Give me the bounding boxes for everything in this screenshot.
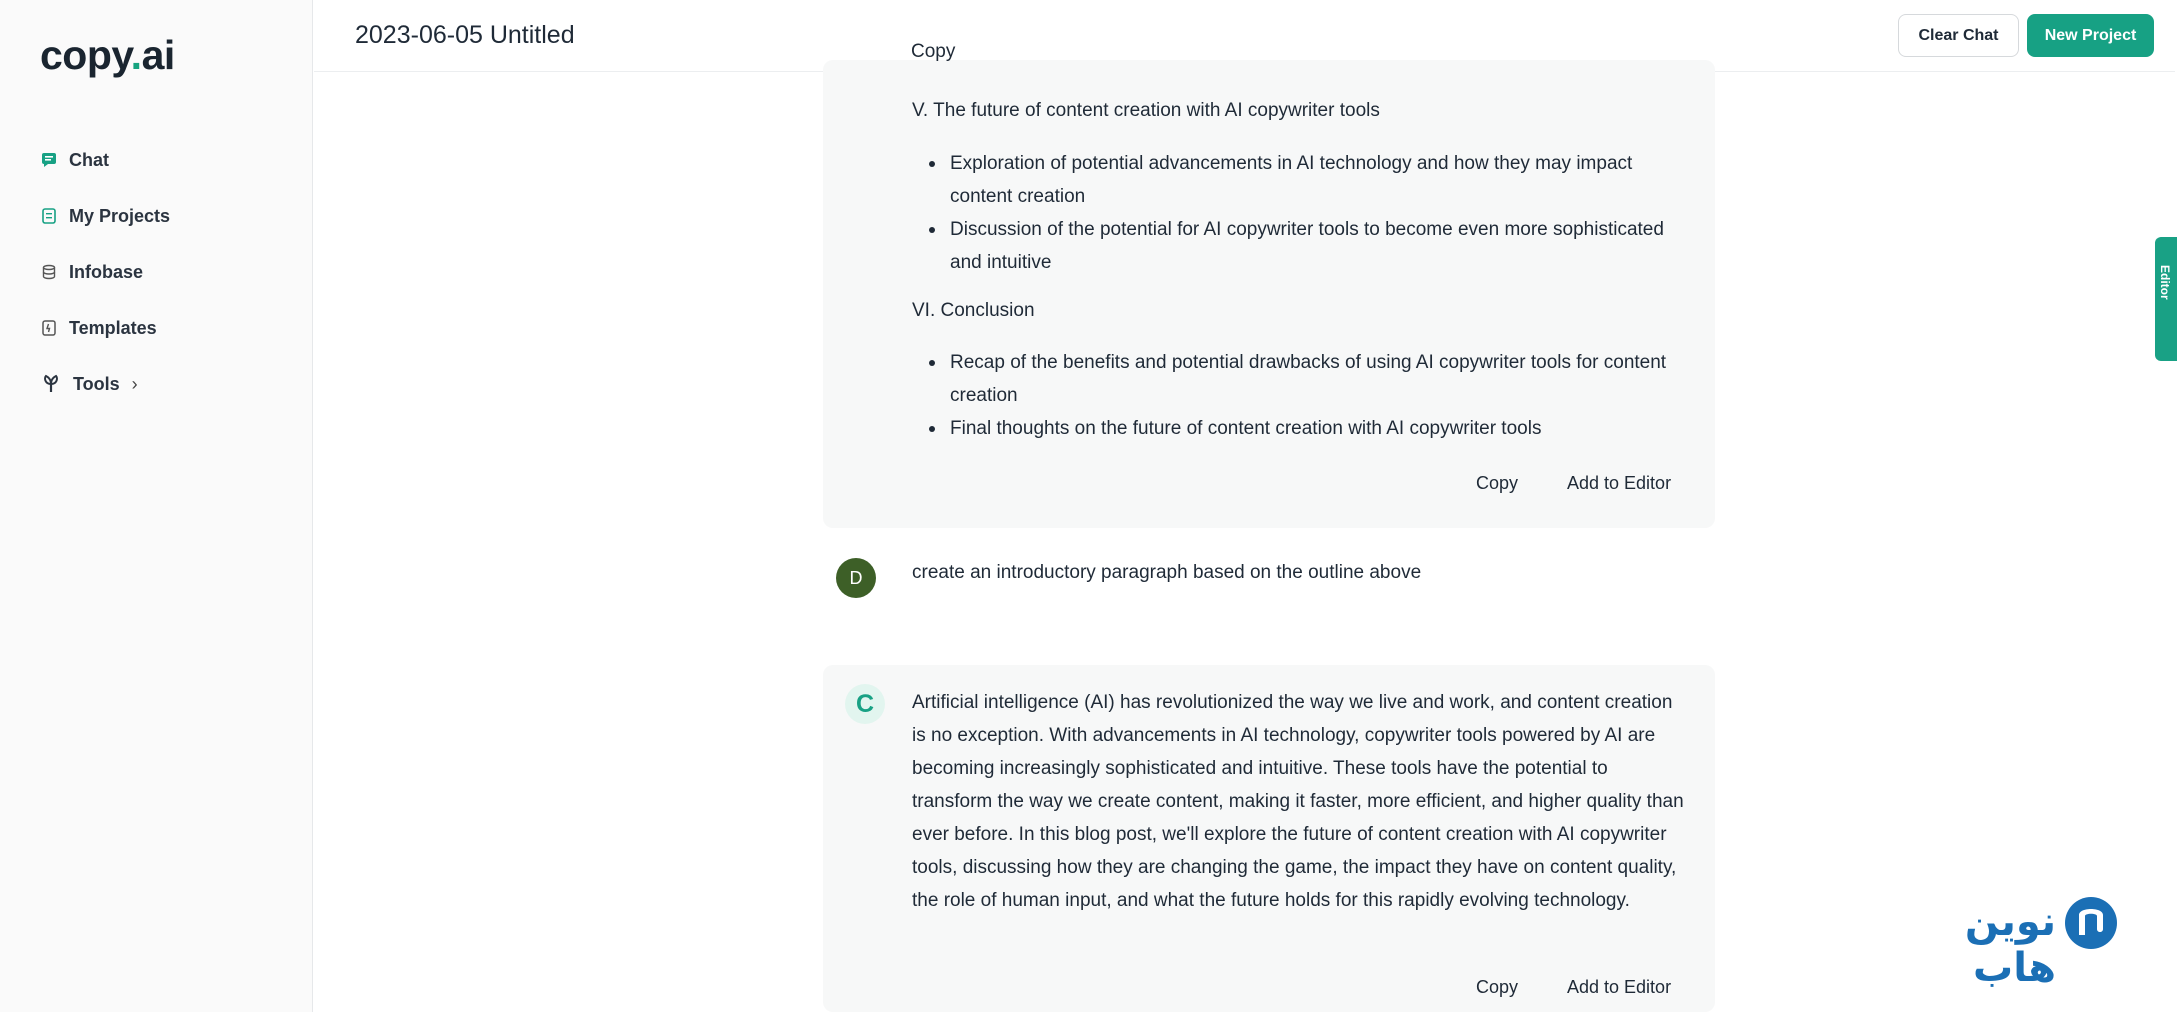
sidebar-item-tools[interactable]	[40, 356, 170, 412]
clipped-text-line: Copy	[911, 41, 956, 62]
outline-bullet-list	[912, 346, 1692, 445]
sidebar-item-label: My Projects	[69, 205, 171, 226]
database-icon	[40, 263, 58, 281]
add-to-editor-button[interactable]: Add to Editor	[1567, 977, 1672, 997]
sidebar-item-label: Tools	[73, 373, 120, 394]
sidebar	[0, 0, 313, 1012]
list-item: Exploration of potential advancements in AI technology and how they may impact content creation	[912, 147, 1692, 213]
editor-tab-label: Editor	[2158, 265, 2172, 300]
sidebar-item-label: Infobase	[69, 261, 144, 282]
list-item: Discussion of the potential for AI copywriter tools to become even more sophisticated and intuitive	[912, 213, 1692, 279]
sidebar-item-infobase[interactable]	[40, 244, 170, 300]
list-item: Final thoughts on the future of content creation with AI copywriter tools	[912, 412, 1692, 445]
list-item: Recap of the benefits and potential drawbacks of using AI copywriter tools for content creation	[912, 346, 1692, 412]
novinhub-watermark-logo	[1876, 893, 2121, 991]
tools-icon	[40, 373, 62, 395]
copy-button[interactable]: Copy	[1476, 977, 1519, 997]
sidebar-item-label: Chat	[69, 149, 109, 170]
projects-icon	[40, 207, 58, 225]
copy-ai-logo[interactable]: copy.ai	[40, 32, 175, 78]
chevron-right-icon: ›	[131, 373, 138, 394]
ai-message-card	[823, 60, 1715, 528]
clear-chat-button[interactable]: Clear Chat	[1898, 14, 2019, 57]
user-message-text: create an introductory paragraph based on the outline above	[912, 562, 1422, 583]
sidebar-item-chat[interactable]	[40, 132, 170, 188]
user-avatar: D	[836, 558, 876, 598]
chat-icon	[40, 151, 58, 169]
sidebar-item-templates[interactable]	[40, 300, 170, 356]
copy-button[interactable]: Copy	[1476, 473, 1519, 493]
page-title[interactable]: 2023-06-05 Untitled	[355, 21, 575, 49]
outline-heading: VI. Conclusion	[912, 300, 1035, 321]
sidebar-item-my-projects[interactable]	[40, 188, 170, 244]
sidebar-nav	[40, 132, 170, 412]
ai-avatar: C	[845, 684, 885, 724]
sidebar-item-label: Templates	[69, 317, 157, 338]
watermark-text: نوین هاب	[1964, 899, 2056, 991]
new-project-button[interactable]: New Project	[2027, 14, 2154, 57]
templates-icon	[40, 319, 58, 337]
outline-heading: V. The future of content creation with AI copywriter tools	[912, 100, 1380, 121]
editor-side-tab[interactable]	[2155, 237, 2177, 361]
ai-message-text: Artificial intelligence (AI) has revolutionized the way we live and work, and content creation is no exception. With advancements in AI technology, copywriter tools powered by AI are becoming increasingly sophisticated and intuitive. These tools have the potential to transform the way we create content, making it faster, more efficient, and higher quality than ever before. In this blog post, we'll explore the future of content creation with AI copywriter tools, discussing how they are changing the game, the impact they have on content quality, the role of human input, and what the future holds for this rapidly evolving technology.	[912, 692, 1684, 911]
add-to-editor-button[interactable]: Add to Editor	[1567, 473, 1672, 493]
outline-bullet-list	[912, 147, 1692, 279]
